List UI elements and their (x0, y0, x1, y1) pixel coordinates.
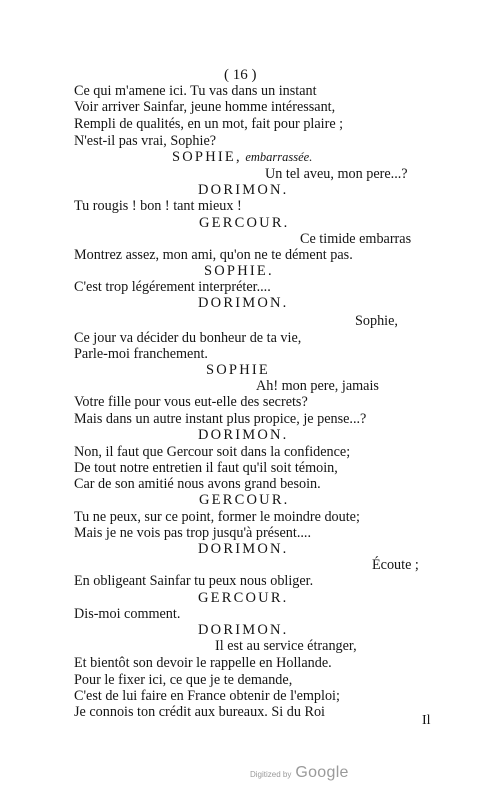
verse-line: Un tel aveu, mon pere...? (265, 166, 408, 182)
verse-line: Dis-moi comment. (74, 606, 181, 622)
verse-line: C'est de lui faire en France obtenir de l'emploi; (74, 688, 340, 704)
verse-line: Mais dans un autre instant plus propice, je pense...? (74, 411, 367, 427)
speaker-name: SOPHIE. (204, 263, 274, 279)
verse-line: Montrez assez, mon ami, qu'on ne te dément pas. (74, 247, 353, 263)
verse-line: Car de son amitié nous avons grand besoin. (74, 476, 321, 492)
speaker-name: DORIMON. (198, 182, 289, 198)
catchword: Il (422, 713, 431, 728)
verse-line: Parle-moi franchement. (74, 346, 208, 362)
verse-line: Ah! mon pere, jamais (256, 378, 379, 394)
digitized-watermark (250, 764, 349, 782)
verse-line: Rempli de qualités, en un mot, fait pour plaire ; (74, 116, 344, 132)
verse-line: C'est trop légérement interpréter.... (74, 279, 271, 295)
speaker-name: DORIMON. (198, 541, 289, 557)
verse-line: Non, il faut que Gercour soit dans la confidence; (74, 444, 351, 460)
verse-line: Et bientôt son devoir le rappelle en Hollande. (74, 655, 332, 671)
speaker-name: SOPHIE (206, 362, 270, 378)
verse-line: Il est au service étranger, (215, 638, 357, 654)
digitized-by-text: Digitized by (250, 770, 292, 779)
verse-line: Ce qui m'amene ici. Tu vas dans un instant (74, 83, 317, 99)
stage-direction: embarrassée. (245, 150, 313, 164)
verse-line: Ce timide embarras (300, 231, 412, 247)
verse-line: Voir arriver Sainfar, jeune homme intéressant, (74, 99, 336, 115)
verse-line: En obligeant Sainfar tu peux nous obliger. (74, 573, 314, 589)
page-number: ( 16 ) (224, 67, 257, 83)
verse-line: Ce jour va décider du bonheur de ta vie, (74, 330, 302, 346)
verse-line: Tu ne peux, sur ce point, former le moindre doute; (74, 509, 360, 525)
speaker-name: SOPHIE, (172, 149, 242, 165)
google-logo: Google (295, 764, 349, 781)
speaker-name: GERCOUR. (199, 492, 290, 508)
verse-line: Pour le fixer ici, ce que je te demande, (74, 672, 293, 688)
verse-line: Écoute ; (372, 557, 419, 573)
verse-line: N'est-il pas vrai, Sophie? (74, 133, 217, 149)
verse-line: Je connois ton crédit aux bureaux. Si du Roi (74, 704, 325, 720)
speaker-with-direction (172, 148, 312, 166)
verse-line: De tout notre entretien il faut qu'il soit témoin, (74, 460, 338, 476)
speaker-name: DORIMON. (198, 295, 289, 311)
speaker-name: GERCOUR. (199, 215, 290, 231)
verse-line: Tu rougis ! bon ! tant mieux ! (74, 198, 242, 214)
speaker-name: DORIMON. (198, 622, 289, 638)
verse-line: Mais je ne vois pas trop jusqu'à présent.... (74, 525, 312, 541)
verse-line: Sophie, (355, 313, 398, 329)
speaker-name: GERCOUR. (198, 590, 289, 606)
speaker-name: DORIMON. (198, 427, 289, 443)
verse-line: Votre fille pour vous eut-elle des secrets? (74, 394, 308, 410)
